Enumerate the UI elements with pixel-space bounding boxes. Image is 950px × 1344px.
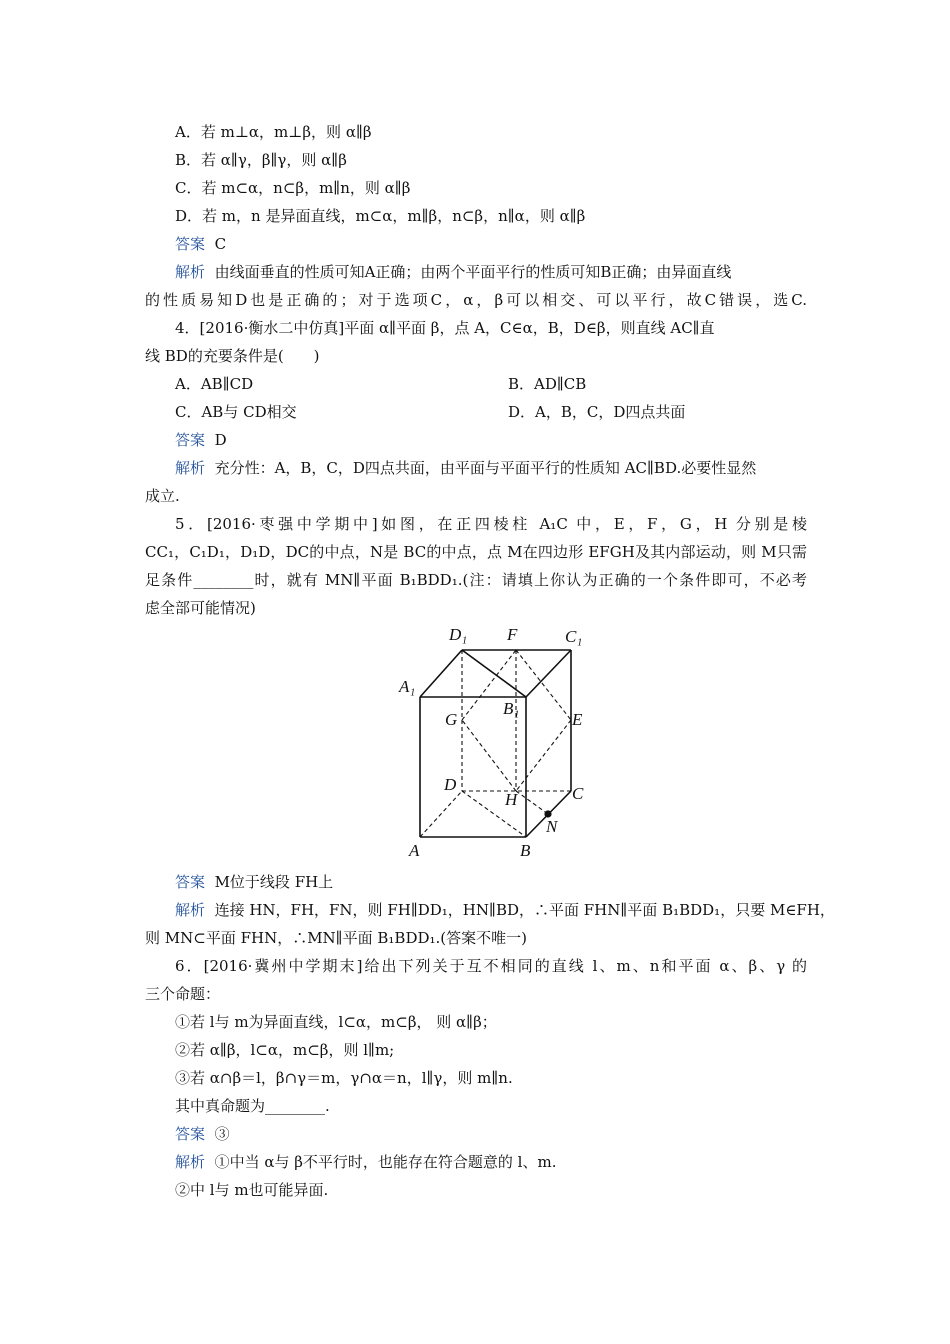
explanation-label: 解析 (175, 459, 206, 477)
answer-value: M位于线段 FH上 (214, 873, 334, 891)
q5-answer (175, 872, 333, 892)
q3-explanation-line1 (175, 262, 731, 282)
q6-answer (175, 1124, 230, 1144)
q6-explanation-line1 (175, 1152, 556, 1172)
edge-f-e (516, 650, 571, 720)
q4-option-b: B．AD∥CB (508, 375, 587, 393)
q6-stem-line2: 三个命题： (145, 985, 221, 1003)
q5-explanation-line2: 则 MN⊂平面 FHN，∴MN∥平面 B₁BDD₁.(答案不唯一) (145, 929, 527, 947)
answer-label: 答案 (175, 235, 206, 253)
q4-option-a: A．AB∥CD (175, 375, 254, 393)
label-e: E (572, 710, 583, 729)
label-f: F (507, 625, 518, 644)
answer-label: 答案 (175, 1125, 206, 1143)
explanation-text: ①中当 α与 β不平行时，也能存在符合题意的 l、m. (214, 1153, 557, 1171)
q6-item-3: ③若 α∩β＝l，β∩γ＝m，γ∩α＝n，l∥γ，则 m∥n. (175, 1069, 513, 1087)
answer-label: 答案 (175, 431, 206, 449)
explanation-text: 由线面垂直的性质可知A正确；由两个平面平行的性质可知B正确；由异面直线 (214, 263, 732, 281)
prism-diagram (395, 622, 595, 862)
q6-question: 其中真命题为________. (175, 1097, 330, 1115)
label-h: H (505, 790, 518, 809)
q3-option-b: B．若 α∥γ，β∥γ，则 α∥β (175, 151, 347, 169)
q4-stem-line2: 线 BD的充要条件是( ) (145, 347, 320, 365)
label-a: A (409, 841, 420, 860)
label-c: C (572, 784, 584, 803)
q6-stem-line1: 6．[2016·冀州中学期末]给出下列关于互不相同的直线 l、m、n和平面 α、β、γ 的 (175, 957, 807, 975)
label-g: G (445, 710, 458, 729)
q5-stem-line1: 5．[2016·枣强中学期中]如图，在正四棱柱 A₁C 中，E，F，G，H 分别是棱 (175, 515, 807, 533)
label-n: N (546, 817, 558, 836)
label-a1: A₁ (399, 677, 416, 696)
answer-label: 答案 (175, 873, 206, 891)
explanation-label: 解析 (175, 263, 206, 281)
explanation-text: 连接 HN，FH，FN，则 FH∥DD₁，HN∥BD，∴平面 FHN∥平面 B₁BDD₁，只要 M∈FH， (214, 901, 835, 919)
edge-a-d (420, 791, 462, 837)
explanation-label: 解析 (175, 1153, 206, 1171)
answer-value: ③ (214, 1125, 230, 1143)
q4-answer (175, 430, 227, 450)
q5-stem-line3: 足条件________时，就有 MN∥平面 B₁BDD₁.(注：请填上你认为正确的一个条件即可，不必考 (145, 571, 807, 589)
q4-explanation-line2: 成立. (145, 487, 180, 505)
explanation-text: 充分性：A，B，C，D四点共面，由平面与平面平行的性质知 AC∥BD.必要性显然 (214, 459, 757, 477)
label-b1: B₁ (503, 699, 520, 718)
q3-explanation-line2: 的性质易知D也是正确的；对于选项C，α，β可以相交、可以平行，故C错误，选C. (145, 291, 807, 309)
q4-option-c: C．AB与 CD相交 (175, 403, 297, 421)
explanation-label: 解析 (175, 901, 206, 919)
label-b: B (520, 841, 531, 860)
q4-explanation-line1 (175, 458, 756, 478)
answer-value: D (214, 431, 227, 449)
edge-c1-b1 (526, 650, 571, 697)
answer-value: C (214, 235, 227, 253)
q3-option-c: C．若 m⊂α，n⊂β，m∥n，则 α∥β (175, 179, 411, 197)
prism-figure (395, 622, 595, 862)
edge-e-h (516, 720, 571, 791)
q5-stem-line4: 虑全部可能情况) (145, 599, 256, 617)
segment-h-n (516, 791, 548, 814)
q6-item-1: ①若 l与 m为异面直线，l⊂α，m⊂β， 则 α∥β； (175, 1013, 497, 1031)
label-d: D (444, 775, 457, 794)
label-c1: C₁ (565, 627, 583, 646)
label-d1: D₁ (449, 625, 468, 644)
q4-option-d: D．A，B，C，D四点共面 (508, 403, 686, 421)
edge-h-g (462, 720, 516, 791)
q4-stem-line1: 4．[2016·衡水二中仿真]平面 α∥平面 β，点 A，C∈α，B，D∈β，则直线 AC∥直 (175, 319, 715, 337)
q5-explanation-line1 (175, 900, 835, 920)
q5-stem-line2: CC₁，C₁D₁，D₁D，DC的中点，N是 BC的中点，点 M在四边形 EFGH及其内部运动，则 M只需 (145, 543, 807, 561)
q6-item-2: ②若 α∥β，l⊂α，m⊂β，则 l∥m; (175, 1041, 395, 1059)
edge-a1-d1 (420, 650, 462, 697)
q3-answer (175, 234, 226, 254)
q3-option-a: A．若 m⊥α，m⊥β，则 α∥β (175, 123, 372, 141)
q6-explanation-line2: ②中 l与 m也可能异面. (175, 1181, 329, 1199)
q3-option-d: D．若 m，n 是异面直线，m⊂α，m∥β，n⊂β，n∥α，则 α∥β (175, 207, 586, 225)
